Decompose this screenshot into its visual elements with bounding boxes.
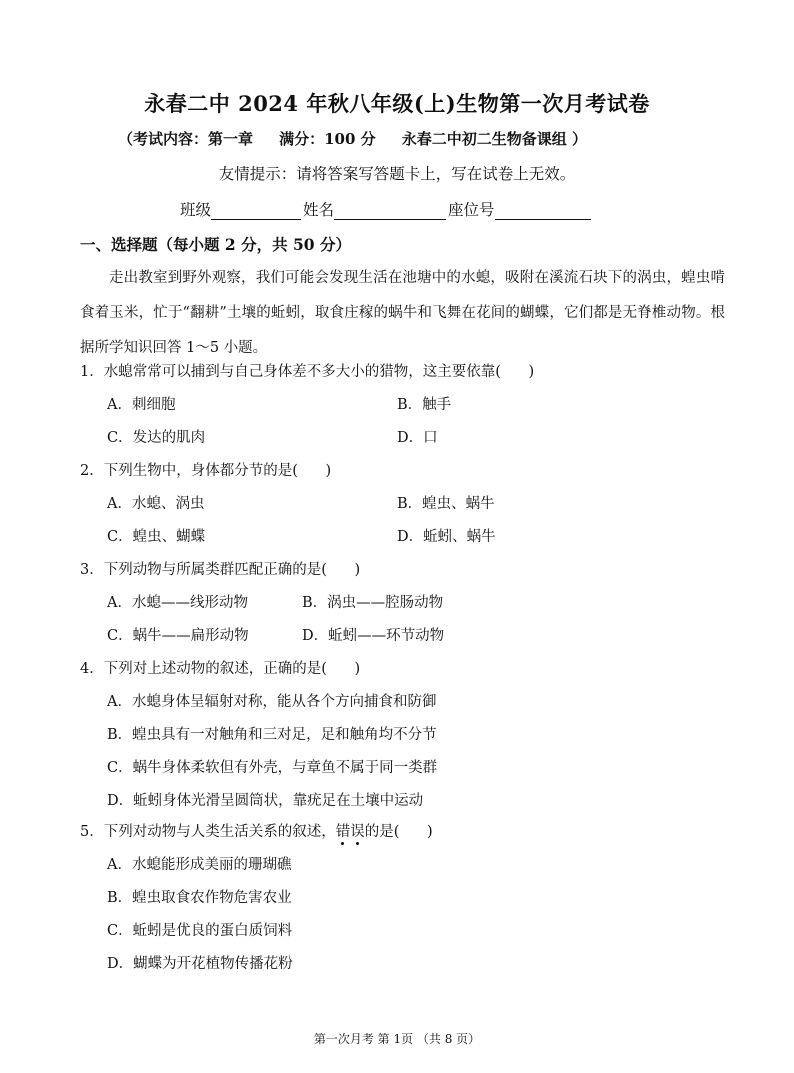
name-blank <box>334 201 446 220</box>
exam-subtitle: （考试内容：第一章 满分：100 分 永春二中初二生物备课组 ） <box>118 130 587 148</box>
q1-option-c: C．发达的肌肉 <box>107 430 206 446</box>
student-info-line <box>180 198 593 220</box>
question-1: 1．水螅常常可以捕到与自己身体差不多大小的猎物，这主要依靠( ) <box>80 364 535 380</box>
q5-emphasis-1: 错 <box>335 824 351 840</box>
q2-option-d: D．蚯蚓、蜗牛 <box>397 529 496 545</box>
q4-option-d: D．蚯蚓身体光滑呈圆筒状，靠疣足在土壤中运动 <box>107 793 424 809</box>
q5-stem-after: 的是( ) <box>364 824 433 840</box>
q3-option-b: B．涡虫——腔肠动物 <box>302 595 444 611</box>
page-footer: 第一次月考 第 1页 （共 8 页） <box>313 1032 481 1046</box>
question-2: 2．下列生物中，身体都分节的是( ) <box>80 463 332 479</box>
q5-emphasis-2: 误 <box>350 824 365 840</box>
q3-option-c: C．蜗牛——扁形动物 <box>107 628 249 644</box>
seat-label: 座位号 <box>448 201 495 219</box>
q4-option-b: B．蝗虫具有一对触角和三对足，足和触角均不分节 <box>107 727 437 743</box>
class-label: 班级 <box>180 201 212 219</box>
q5-option-c: C．蚯蚓是优良的蛋白质饲料 <box>107 923 293 939</box>
q2-option-a: A．水螅、涡虫 <box>107 496 205 512</box>
q3-option-d: D．蚯蚓——环节动物 <box>302 628 445 644</box>
q5-option-a: A．水螅能形成美丽的珊瑚礁 <box>107 857 292 873</box>
question-4: 4．下列对上述动物的叙述，正确的是( ) <box>80 661 361 677</box>
q5-option-d: D．蝴蝶为开花植物传播花粉 <box>107 956 293 972</box>
q1-option-d: D．口 <box>397 430 438 446</box>
q2-option-c: C．蝗虫、蝴蝶 <box>107 529 206 545</box>
exam-title: 永春二中 2024 年秋八年级(上)生物第一次月考试卷 <box>144 91 650 116</box>
question-3: 3．下列动物与所属类群匹配正确的是( ) <box>80 562 361 578</box>
q4-option-c: C．蜗牛身体柔软但有外壳，与章鱼不属于同一类群 <box>107 760 438 776</box>
q4-option-a: A．水螅身体呈辐射对称，能从各个方向捕食和防御 <box>107 694 437 710</box>
section-heading: 一、选择题（每小题 2 分，共 50 分） <box>80 235 351 254</box>
q1-option-a: A．刺细胞 <box>107 397 176 413</box>
q3-option-a: A．水螅——线形动物 <box>107 595 248 611</box>
friendly-tip: 友情提示：请将答案写答题卡上，写在试卷上无效。 <box>218 165 576 183</box>
q5-option-b: B．蝗虫取食农作物危害农业 <box>107 890 292 906</box>
q5-stem-before: 5．下列对动物与人类生活关系的叙述， <box>80 824 336 840</box>
intro-paragraph: 走出教室到野外观察，我们可能会发现生活在池塘中的水螅，吸附在溪流石块下的涡虫，蝗虫啃食着玉米，忙于“翻耕”土壤的蚯蚓，取食庄稼的蜗牛和飞舞在花间的蝴蝶，它们都是无脊椎动物。根据所学知识回答 1～5 小题。 <box>80 270 725 356</box>
class-blank <box>211 201 301 220</box>
question-5 <box>80 820 433 841</box>
name-label: 姓名 <box>303 201 335 219</box>
q2-option-b: B．蝗虫、蜗牛 <box>397 496 495 512</box>
seat-blank <box>495 201 591 220</box>
q1-option-b: B．触手 <box>397 397 452 413</box>
